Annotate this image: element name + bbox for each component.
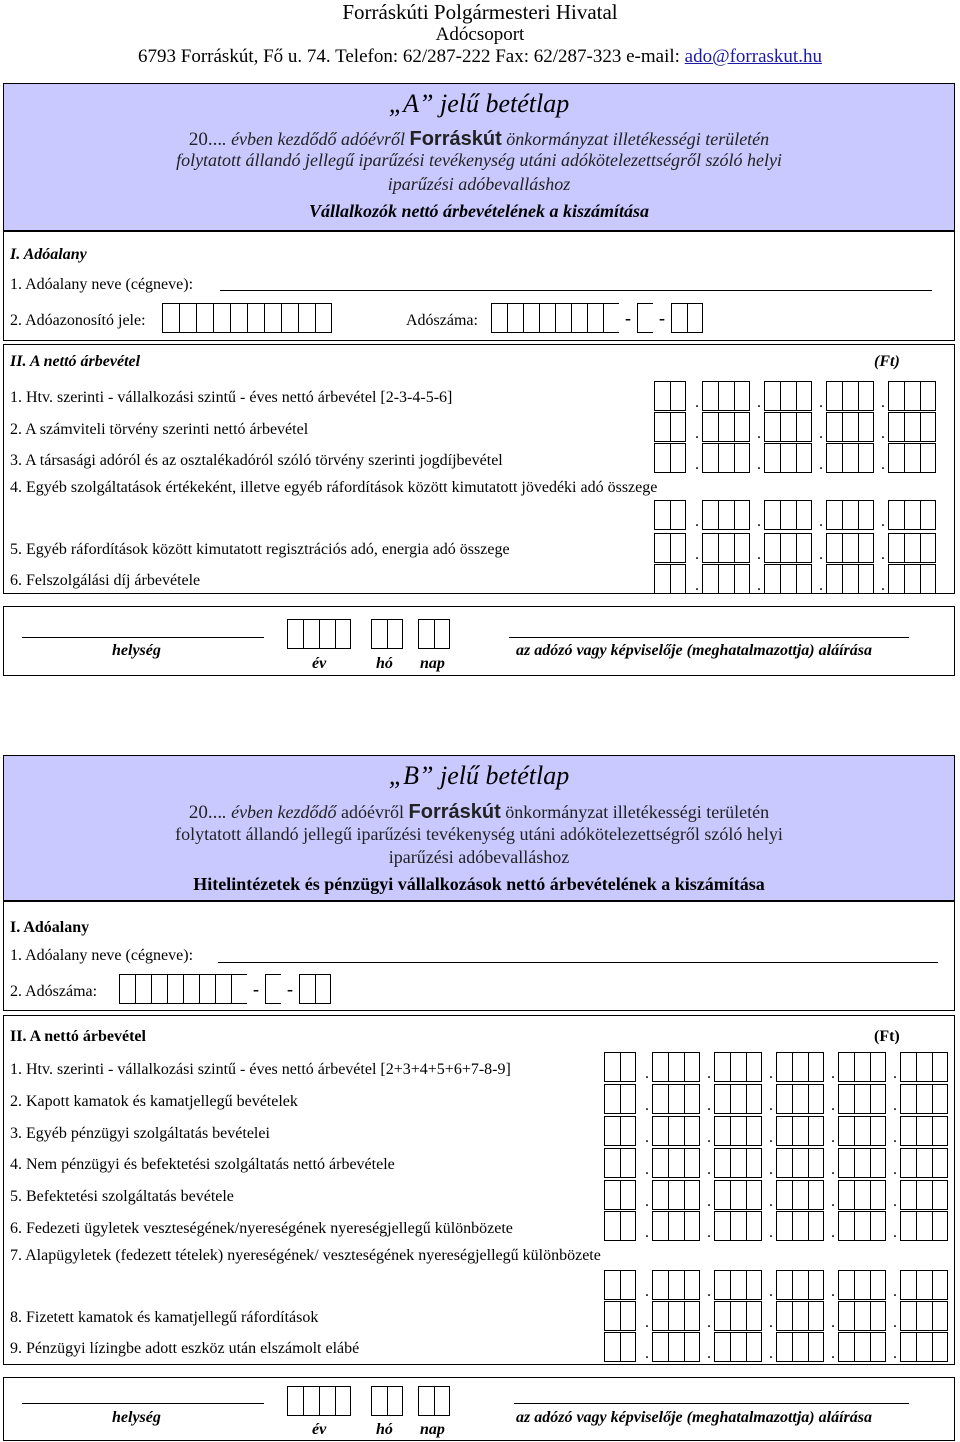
form-a-row6: 6. Felszolgálási díj árbevétele xyxy=(10,572,201,589)
form-a-year-cells[interactable] xyxy=(287,619,351,649)
form-b-month-label: hó xyxy=(376,1421,393,1438)
form-a-taxid-cells[interactable] xyxy=(162,303,332,333)
form-a-amount-row3[interactable]: . . . . xyxy=(654,443,942,473)
form-b-name-label: 1. Adóalany neve (cégneve): xyxy=(10,947,194,964)
form-a-intro-line2: folytatott állandó jellegű iparűzési tevékenység utáni adókötelezettségről szóló helyi xyxy=(176,150,782,170)
form-b-row7: 7. Alapügyletek (fedezett tételek) nyereségének/ veszteségének nyereségjellegű különbözete xyxy=(10,1247,601,1264)
form-a-signature-panel xyxy=(3,606,955,676)
form-a-day-cells[interactable] xyxy=(418,619,450,649)
form-b-title: „B” jelű betétlap xyxy=(388,761,570,790)
form-a-place-label: helység xyxy=(112,642,161,659)
intro-rest: önkormányzat illetékességi területén xyxy=(506,129,770,149)
year-prefix: 20... xyxy=(188,802,223,823)
form-a-amount-row6[interactable]: . . . . xyxy=(654,564,942,594)
form-a-title: „A” jelű betétlap xyxy=(388,89,570,118)
form-b-amount-row9[interactable]: . . . . . xyxy=(604,1332,954,1362)
form-b-place-line[interactable] xyxy=(22,1403,264,1404)
form-b-day-label: nap xyxy=(420,1421,445,1438)
form-a-sign-line[interactable] xyxy=(509,637,909,638)
form-b-amount-row8[interactable]: . . . . . xyxy=(604,1301,954,1331)
form-a-name-field[interactable] xyxy=(220,290,932,291)
intro-rest: önkormányzat illetékességi területén xyxy=(505,802,770,822)
form-b-place-label: helység xyxy=(112,1409,161,1426)
form-a-taxnum-label: Adószáma: xyxy=(406,312,478,329)
form-a-month-cells[interactable] xyxy=(371,619,403,649)
form-b-row2: 2. Kapott kamatok és kamatjellegű bevételek xyxy=(10,1093,298,1110)
form-a-subtitle: Vállalkozók nettó árbevételének a kiszámítása xyxy=(309,201,649,221)
form-b-sign-label: az adózó vagy képviselője (meghatalmazottja) aláírása xyxy=(516,1409,872,1426)
form-a-year-label: év xyxy=(312,655,327,672)
form-b-row1: 1. Htv. szerinti - vállalkozási szintű - éves nettó árbevétel [2+3+4+5+6+7-8-9] xyxy=(10,1061,511,1078)
form-b-intro-line3: iparűzési adóbevalláshoz xyxy=(388,847,570,867)
form-b-row5: 5. Befektetési szolgáltatás bevétele xyxy=(10,1188,234,1205)
form-a-row2: 2. A számviteli törvény szerinti nettó árbevétel xyxy=(10,421,309,438)
address-text: 6793 Forráskút, Fő u. 74. Telefon: 62/287-222 Fax: 62/287-323 e-mail: xyxy=(138,46,685,67)
form-a-amount-row1[interactable]: . . . . xyxy=(654,381,942,411)
form-a-amount-row5[interactable]: . . . . xyxy=(654,533,942,563)
form-a-place-line[interactable] xyxy=(22,637,264,638)
form-b-amount-row6[interactable]: . . . . . xyxy=(604,1211,954,1241)
form-a-section1: I. Adóalany xyxy=(10,246,87,263)
form-b-year-cells[interactable] xyxy=(287,1386,351,1416)
form-b-row6: 6. Fedezeti ügyletek veszteségének/nyereségének nyereségjellegű különbözete xyxy=(10,1220,513,1237)
form-a-intro-line3: iparűzési adóbevalláshoz xyxy=(387,174,571,194)
city-name: Forráskút xyxy=(408,801,501,823)
form-a-unit: (Ft) xyxy=(874,353,900,370)
form-a-title-box xyxy=(3,83,955,231)
intro-italic: . évben kezdődő adóévről xyxy=(222,129,405,149)
form-a-intro-line1 xyxy=(4,128,954,151)
form-b-row3: 3. Egyéb pénzügyi szolgáltatás bevételei xyxy=(10,1125,270,1142)
form-b-title-box xyxy=(3,755,955,901)
form-a-row1: 1. Htv. szerinti - vállalkozási szintű - éves nettó árbevétel [2-3-4-5-6] xyxy=(10,389,453,406)
form-b-sign-line[interactable] xyxy=(514,1403,909,1404)
form-b-day-cells[interactable] xyxy=(418,1386,450,1416)
form-b-row9: 9. Pénzügyi lízingbe adott eszköz után elszámolt elábé xyxy=(10,1340,360,1357)
form-b-row8: 8. Fizetett kamatok és kamatjellegű ráfordítások xyxy=(10,1309,319,1326)
form-b-name-field[interactable] xyxy=(218,962,938,963)
form-b-amount-row3[interactable]: . . . . . xyxy=(604,1116,954,1146)
form-b-amount-row2[interactable]: . . . . . xyxy=(604,1084,954,1114)
form-b-row4: 4. Nem pénzügyi és befektetési szolgáltatás nettó árbevétele xyxy=(10,1156,395,1173)
form-a-amount-row4[interactable]: . . . . xyxy=(654,500,942,530)
form-b-amount-row5[interactable]: . . . . . xyxy=(604,1180,954,1210)
form-a-row4: 4. Egyéb szolgáltatások értékeként, illetve egyéb ráfordítások között kimutatott jövedéki adó összege xyxy=(10,479,658,496)
email-link[interactable]: ado@forraskut.hu xyxy=(684,46,822,67)
form-b-intro-line2: folytatott állandó jellegű iparűzési tevékenység utáni adókötelezettségről szóló helyi xyxy=(175,824,783,844)
form-a-taxnum-cells[interactable]: - - xyxy=(491,303,703,333)
form-b-intro-line1 xyxy=(4,801,954,824)
department: Adócsoport xyxy=(435,24,525,45)
intro-mid: adóévről xyxy=(341,802,405,822)
office-name: Forráskúti Polgármesteri Hivatal xyxy=(342,0,618,24)
form-b-taxnum-label: 2. Adószáma: xyxy=(10,983,98,1000)
form-b-section1: I. Adóalany xyxy=(10,919,90,936)
form-a-day-label: nap xyxy=(420,655,445,672)
form-a-sign-label: az adózó vagy képviselője (meghatalmazottja) aláírása xyxy=(516,642,872,659)
year-prefix: 20... xyxy=(188,129,223,150)
form-b-taxpayer-panel xyxy=(3,901,955,1011)
form-b-subtitle: Hitelintézetek és pénzügyi vállalkozások nettó árbevételének a kiszámítása xyxy=(193,874,765,894)
intro-italic: . évben kezdődő xyxy=(222,802,337,822)
form-b-month-cells[interactable] xyxy=(371,1386,403,1416)
form-b-signature-panel xyxy=(3,1377,955,1441)
city-name: Forráskút xyxy=(409,128,502,150)
form-a-row3: 3. A társasági adóról és az osztalékadóról szóló törvény szerinti jogdíjbevétel xyxy=(10,452,503,469)
form-b-section2: II. A nettó árbevétel xyxy=(10,1028,146,1045)
address-line xyxy=(0,46,960,68)
form-a-taxpayer-panel xyxy=(3,231,955,341)
form-a-section2: II. A nettó árbevétel xyxy=(10,353,141,370)
form-a-month-label: hó xyxy=(376,655,393,672)
form-b-amount-row7[interactable]: . . . . . xyxy=(604,1270,954,1300)
form-a-taxid-label: 2. Adóazonosító jele: xyxy=(10,312,146,329)
form-b-year-label: év xyxy=(312,1421,327,1438)
form-a-amount-row2[interactable]: . . . . xyxy=(654,412,942,442)
form-b-unit: (Ft) xyxy=(874,1028,900,1045)
form-b-amount-row1[interactable]: . . . . . xyxy=(604,1052,954,1082)
form-a-row5: 5. Egyéb ráfordítások között kimutatott regisztrációs adó, energia adó összege xyxy=(10,541,510,558)
form-a-name-label: 1. Adóalany neve (cégneve): xyxy=(10,276,194,293)
form-b-amount-row4[interactable]: . . . . . xyxy=(604,1148,954,1178)
form-b-taxnum-cells[interactable]: - - xyxy=(119,974,331,1004)
